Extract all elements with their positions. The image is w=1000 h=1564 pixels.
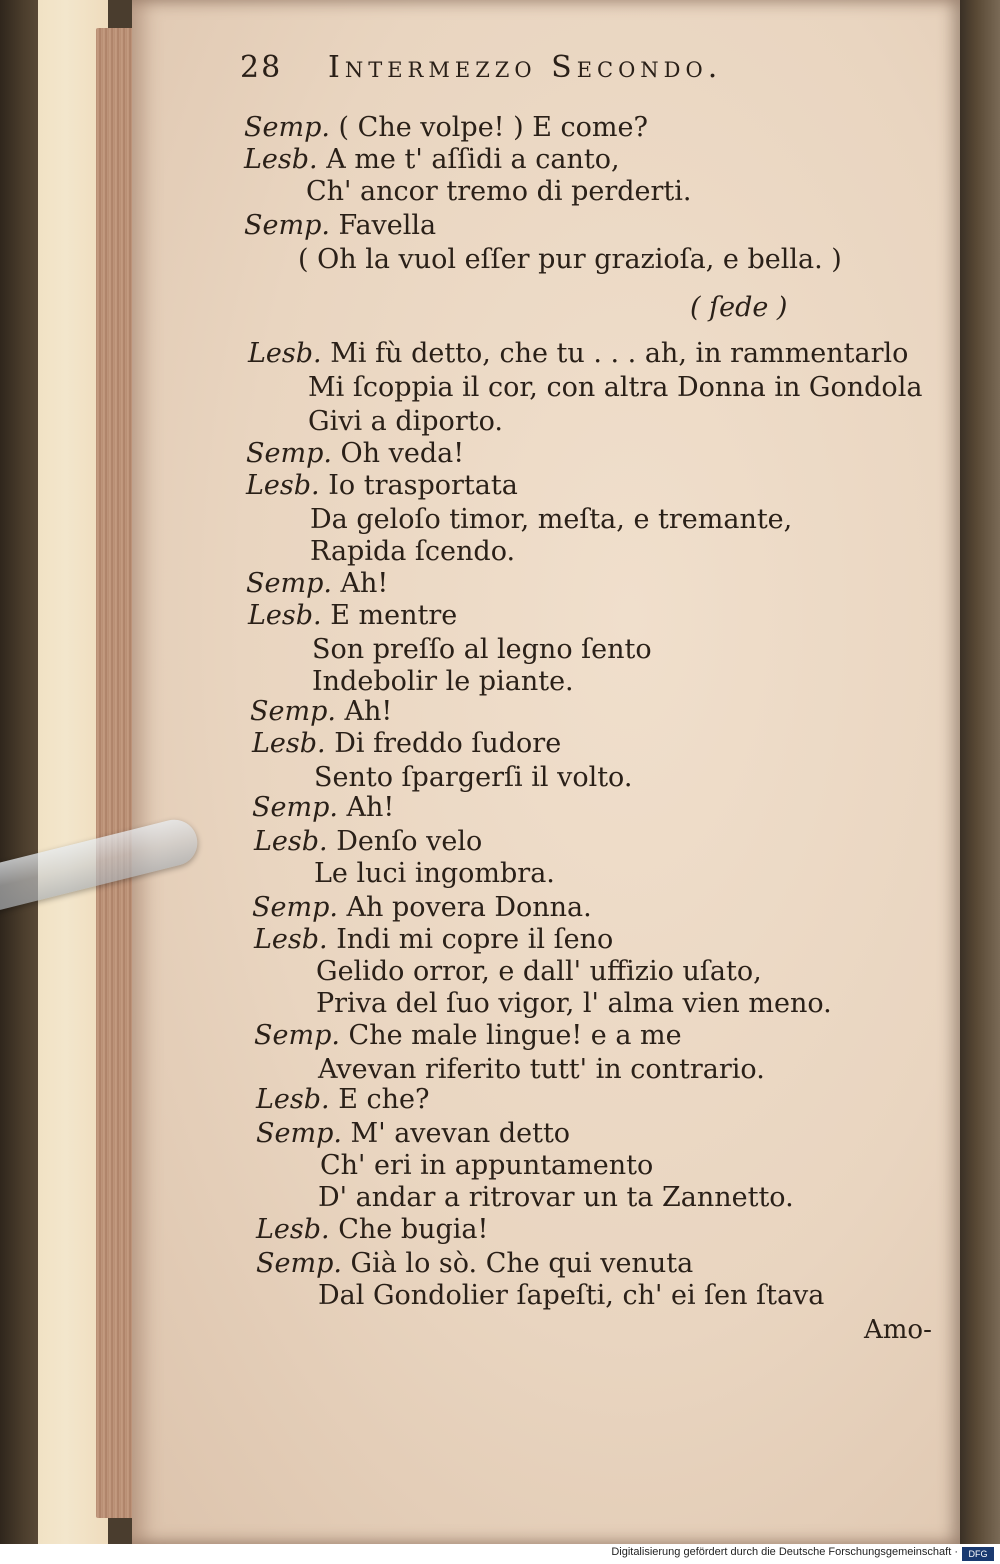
text-line: Avevan riferito tutt' in contrario.	[318, 1054, 765, 1085]
text-line: ( Oh la vuol eſſer pur grazioſa, e bella. )	[298, 244, 842, 275]
text-line: Dal Gondolier ſapeſti, ch' ei ſen ſtava	[318, 1280, 825, 1311]
running-title: Intermezzo Secondo.	[328, 50, 723, 85]
text-line: Ch' ancor tremo di perderti.	[306, 176, 692, 207]
stage-direction: ( ſede )	[690, 292, 788, 323]
text-line: Le luci ingombra.	[314, 858, 555, 889]
text-line: Semp. Ah povera Donna.	[252, 892, 592, 923]
text-line: Semp. ( Che volpe! ) E come?	[244, 112, 648, 143]
text-line: Semp. Ah!	[252, 792, 395, 823]
text-line: Da geloſo timor, meſta, e tremante,	[310, 504, 793, 535]
catchword: Amo-	[864, 1315, 932, 1345]
text-line: Semp. Ah!	[250, 696, 393, 727]
text-line: Lesb. Denſo velo	[254, 826, 483, 857]
text-line: Lesb. E mentre	[248, 600, 458, 631]
page-number: 28	[240, 50, 283, 85]
dfg-logo: DFG	[962, 1547, 994, 1561]
text-line: Gelido orror, e dall' uffizio uſato,	[316, 956, 762, 987]
text-line: Mi ſcoppia il cor, con altra Donna in Gondola	[308, 372, 923, 403]
text-line: Lesb. Indi mi copre il ſeno	[254, 924, 614, 955]
text-line: Lesb. Di freddo ſudore	[252, 728, 562, 759]
text-line: Givi a diporto.	[308, 406, 503, 437]
text-line: Lesb. Mi fù detto, che tu . . . ah, in rammentarlo	[248, 338, 909, 369]
right-binding	[960, 0, 1000, 1544]
text-line: Rapida ſcendo.	[310, 536, 516, 567]
text-line: Semp. Favella	[244, 210, 437, 241]
text-line: Indebolir le piante.	[312, 666, 574, 697]
left-cover-edge	[0, 0, 40, 1544]
text-line: Semp. Già lo sò. Che qui venuta	[256, 1248, 694, 1279]
text-line: Son preſſo al legno ſento	[312, 634, 652, 665]
page-header	[240, 50, 840, 90]
text-line: Priva del ſuo vigor, l' alma vien meno.	[316, 988, 832, 1019]
text-line: Semp. Ah!	[246, 568, 389, 599]
text-line: Lesb. Che bugia!	[256, 1214, 489, 1245]
text-line: D' andar a ritrovar un ta Zannetto.	[318, 1182, 794, 1213]
page-edges	[96, 28, 136, 1518]
text-line: Semp. Che male lingue! e a me	[254, 1020, 682, 1051]
text-line: Ch' eri in appuntamento	[320, 1150, 654, 1181]
digitization-footer	[0, 1544, 1000, 1564]
text-line: Semp. Oh veda!	[246, 438, 465, 469]
text-line: Semp. M' avevan detto	[256, 1118, 571, 1149]
text-line: Lesb. A me t' aſſidi a canto,	[244, 144, 620, 175]
funding-credit: Digitalisierung gefördert durch die Deutsche Forschungsgemeinschaft ·	[611, 1546, 958, 1558]
text-line: Sento ſpargerſi il volto.	[314, 762, 633, 793]
text-line: Lesb. E che?	[256, 1084, 430, 1115]
text-line: Lesb. Io trasportata	[246, 470, 518, 501]
